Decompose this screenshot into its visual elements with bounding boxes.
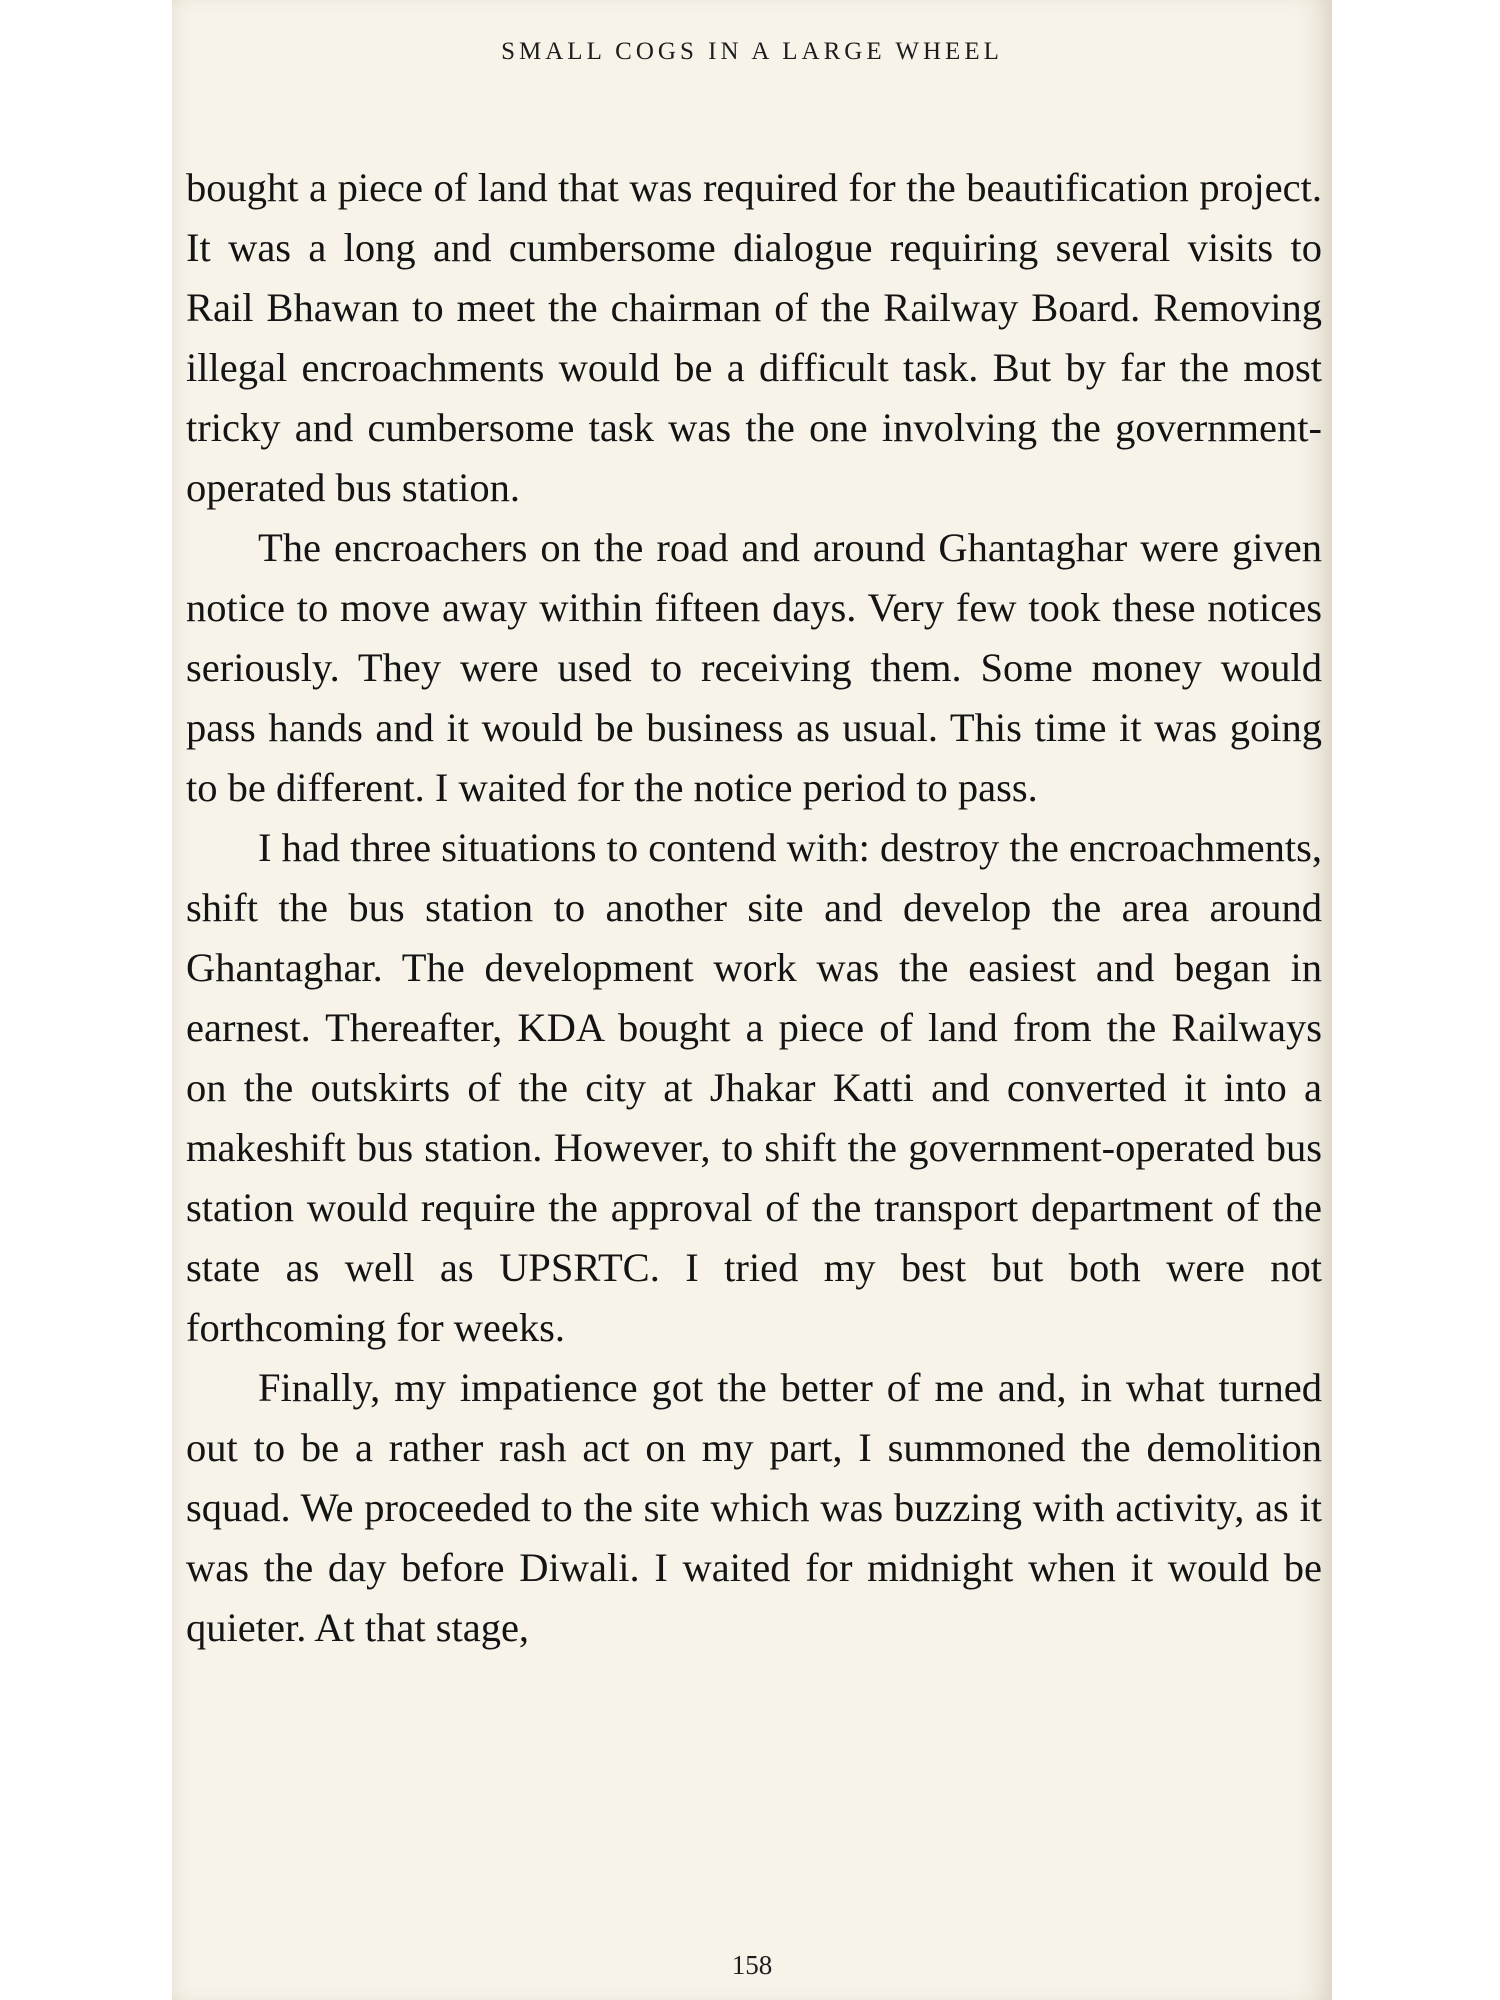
running-head: SMALL COGS IN A LARGE WHEEL — [501, 38, 1003, 65]
body-text — [186, 158, 1322, 1658]
paragraph-continued: bought a piece of land that was required for the beautification project. It was a long and cumbersome dialogue requiring several visits to Rail Bhawan to meet the chairman of the Railway Board. Removing illegal encroachments would be a difficult task. But by far the most tricky and cumbersome task was the one involving the government-operated bus station. — [186, 165, 1322, 510]
paragraph: The encroachers on the road and around Ghantaghar were given notice to move away within fifteen days. Very few took these notices seriously. They were used to receiving them. Some money would pass hands and it would be business as usual. This time it was going to be different. I waited for the notice period to pass. — [186, 525, 1322, 810]
page-number: 158 — [731, 1950, 773, 1980]
paragraph: I had three situations to contend with: destroy the encroachments, shift the bus station to another site and develop the area around Ghantaghar. The development work was the easiest and began in earnest. Thereafter, KDA bought a piece of land from the Railways on the outskirts of the city at Jhakar Katti and converted it into a makeshift bus station. However, to shift the government-operated bus station would require the approval of the transport department of the state as well as UPSRTC. I tried my best but both were not forthcoming for weeks. — [186, 825, 1322, 1350]
book-page — [172, 0, 1332, 2000]
paragraph: Finally, my impatience got the better of me and, in what turned out to be a rather rash act on my part, I summoned the demolition squad. We proceeded to the site which was buzzing with activity, as it was the day before Diwali. I waited for midnight when it would be quieter. At that stage, — [186, 1365, 1322, 1650]
